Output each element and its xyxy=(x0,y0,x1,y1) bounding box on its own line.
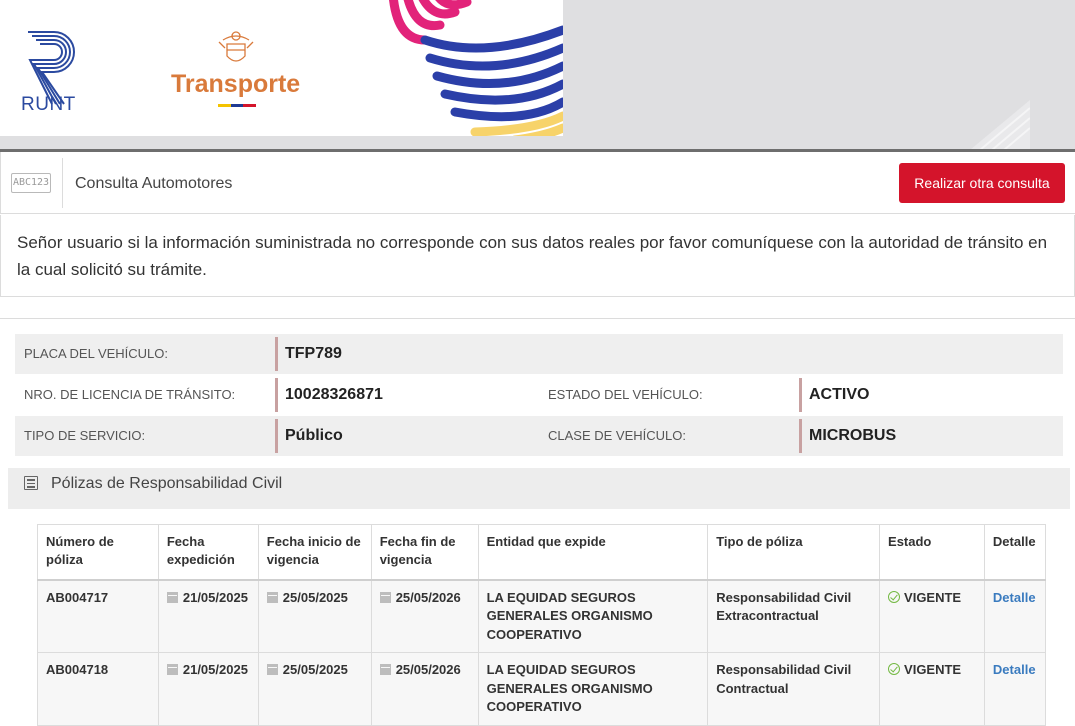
realizar-otra-consulta-button[interactable]: Realizar otra consulta xyxy=(899,163,1065,203)
calendar-icon xyxy=(267,592,278,603)
col-fecha-expedicion: Fecha expedición xyxy=(158,525,258,580)
runt-logo-text: RUNT xyxy=(21,94,76,115)
flag-yellow xyxy=(218,104,231,107)
colombia-coat-of-arms-icon xyxy=(215,28,257,70)
poliza-expedicion-cell xyxy=(158,653,258,726)
poliza-entidad: LA EQUIDAD SEGUROS GENERALES ORGANISMO COOPERATIVO xyxy=(478,653,708,726)
license-plate-icon: ABC123 xyxy=(11,173,51,193)
col-detalle: Detalle xyxy=(984,525,1045,580)
estado-value: ACTIVO xyxy=(799,375,869,415)
clase-value: MICROBUS xyxy=(799,416,896,456)
polizas-section-title: Pólizas de Responsabilidad Civil xyxy=(51,475,283,492)
poliza-tipo: Responsabilidad Civil Extracontractual xyxy=(708,580,880,653)
col-fecha-inicio: Fecha inicio de vigencia xyxy=(258,525,371,580)
licencia-row xyxy=(15,375,1063,415)
poliza-fin-cell xyxy=(371,580,478,653)
clase-label: CLASE DE VEHÍCULO: xyxy=(548,428,686,443)
licencia-label: NRO. DE LICENCIA DE TRÁNSITO: xyxy=(24,387,236,402)
poliza-numero: AB004718 xyxy=(38,653,159,726)
ministry-logo-text: Transporte xyxy=(171,70,301,98)
list-icon xyxy=(24,476,38,490)
servicio-row xyxy=(15,416,1063,456)
poliza-inicio-cell xyxy=(258,580,371,653)
poliza-estado-cell xyxy=(880,580,985,653)
poliza-fin: 25/05/2026 xyxy=(395,662,461,677)
col-estado: Estado xyxy=(880,525,985,580)
col-numero-poliza: Número de póliza xyxy=(38,525,159,580)
calendar-icon xyxy=(267,664,278,675)
estado-label: ESTADO DEL VEHÍCULO: xyxy=(548,387,703,402)
check-circle-icon xyxy=(888,591,900,603)
polizas-table xyxy=(37,524,1046,726)
calendar-icon xyxy=(167,664,178,675)
poliza-expedicion: 21/05/2025 xyxy=(182,589,248,605)
detalle-link[interactable]: Detalle xyxy=(992,589,1036,605)
polizas-section-header xyxy=(8,468,1070,509)
poliza-estado-cell xyxy=(880,653,985,726)
poliza-inicio: 25/05/2025 xyxy=(282,589,348,605)
check-circle-icon xyxy=(888,663,900,675)
title-divider xyxy=(62,158,63,208)
poliza-inicio-cell xyxy=(258,653,371,726)
decorative-waves xyxy=(385,0,563,136)
page-title: Consulta Automotores xyxy=(75,175,233,192)
col-fecha-fin: Fecha fin de vigencia xyxy=(371,525,478,580)
decorative-corner xyxy=(970,100,1030,150)
poliza-expedicion-cell xyxy=(158,580,258,653)
flag-blue xyxy=(231,104,244,107)
poliza-detalle-cell xyxy=(984,580,1045,653)
banner-strip xyxy=(0,136,563,150)
colombia-flag-bar xyxy=(218,104,256,107)
calendar-icon xyxy=(167,592,178,603)
info-notice: Señor usuario si la información suministrada no corresponde con sus datos reales por favor comuníquese con la autoridad de tránsito en la cual solicitó su trámite. xyxy=(0,215,1075,297)
placa-value: TFP789 xyxy=(275,334,342,374)
placa-label: PLACA DEL VEHÍCULO: xyxy=(24,346,169,361)
flag-red xyxy=(243,104,256,107)
table-header-row xyxy=(38,525,1046,580)
table-row xyxy=(38,580,1046,653)
header-banner xyxy=(0,0,1075,150)
placa-row xyxy=(15,334,1063,374)
calendar-icon xyxy=(380,664,391,675)
consulta-titlebar xyxy=(0,152,1075,214)
poliza-fin: 25/05/2026 xyxy=(395,589,461,605)
poliza-tipo: Responsabilidad Civil Contractual xyxy=(708,653,880,726)
poliza-inicio: 25/05/2025 xyxy=(282,662,348,677)
poliza-numero: AB004717 xyxy=(38,580,159,653)
servicio-label: TIPO DE SERVICIO: xyxy=(24,428,146,443)
banner-logo-area xyxy=(0,0,563,136)
licencia-value: 10028326871 xyxy=(275,375,383,415)
poliza-estado: VIGENTE xyxy=(904,589,962,605)
poliza-fin-cell xyxy=(371,653,478,726)
detalle-link[interactable]: Detalle xyxy=(992,662,1036,677)
poliza-expedicion: 21/05/2025 xyxy=(182,662,248,677)
col-entidad: Entidad que expide xyxy=(478,525,708,580)
col-tipo-poliza: Tipo de póliza xyxy=(708,525,880,580)
servicio-value: Público xyxy=(275,416,343,456)
table-row xyxy=(38,653,1046,726)
poliza-detalle-cell xyxy=(984,653,1045,726)
calendar-icon xyxy=(380,592,391,603)
poliza-entidad: LA EQUIDAD SEGUROS GENERALES ORGANISMO COOPERATIVO xyxy=(478,580,708,653)
poliza-estado: VIGENTE xyxy=(904,662,962,677)
